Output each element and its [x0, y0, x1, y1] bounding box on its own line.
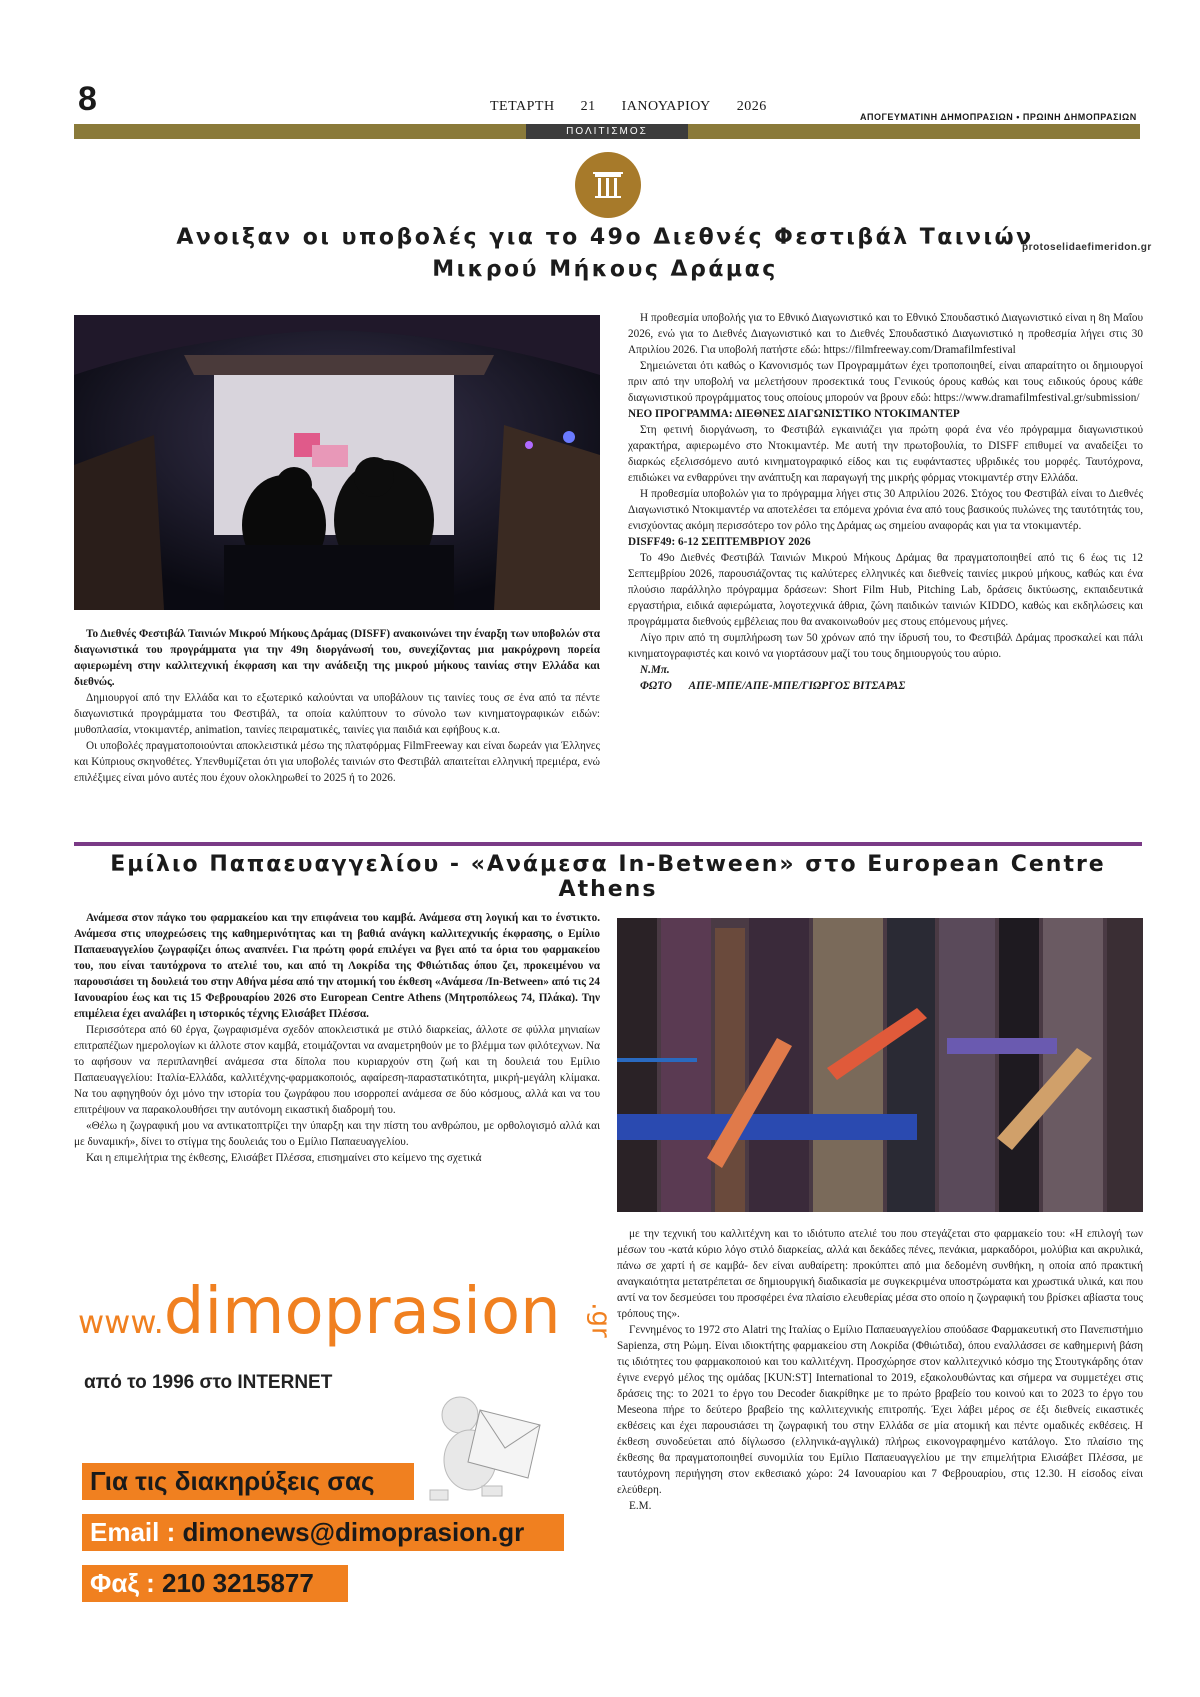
article1-paragraph: Η προθεσμία υποβολών για το πρόγραμμα λήγει στις 30 Απριλίου 2026. Στόχος του Φεστιβάλ είναι το Διεθνές Διαγωνιστικό Ντοκιμαντέρ να αποτελέσει τα επόμενα χρόνια ένα από τους βασικούς πυλώνες της ταυτότητάς του, ενισχύοντας ακόμη περισσότερο τον ρόλο της Δράμας ως σημείου αναφοράς και για τα ντοκιμαντέρ.: [628, 488, 1143, 532]
year: 2026: [736, 99, 767, 114]
ad-fax-label: Φαξ :: [90, 1568, 155, 1598]
masthead: ΑΠΟΓΕΥΜΑΤΙΝΗ ΔΗΜΟΠΡΑΣΙΩΝ • ΠΡΩΙΝΗ ΔΗΜΟΠΡΑΣΙΩΝ: [860, 112, 1137, 122]
article2-author: Ε.Μ.: [629, 1500, 652, 1512]
article1-paragraph: Οι υποβολές πραγματοποιούνται αποκλειστικά μέσω της πλατφόρμας FilmFreeway και είναι δωρεάν για Έλληνες και Κύπριους σκηνοθέτες. Υπενθυμίζεται ότι για υποβολές ταινιών στο Φεστιβάλ απαιτείται ελληνική πρεμιέρα, ενώ επιλέξιμες είναι μόνο αυτές που έχουν ολοκληρωθεί το 2025 ή το 2026.: [74, 740, 600, 784]
article1-author: Ν.Μπ.: [640, 664, 670, 676]
column-logo: [575, 152, 641, 218]
article2-paragraph: με την τεχνική του καλλιτέχνη και το ιδιότυπο ατελιέ του που στεγάζεται στο φαρμακείο του: «Η επιλογή των μέσων του -κατά κύριο λόγο στιλό διαρκείας, αλλά και δεκάδες πένες, πενάκια, μαρκαδόροι, μολύβια και ακρυλικά, πάνω σε χαρτί ή σε καμβά- δεν είναι αυθαίρετη: προκύπτει από μια δεδομένη συνθήκη, η οποία από πρακτική αναγκαιότητα μετατρέπεται σε δημιουργική διαδικασία με συγκεκριμένα υποστρώματα και χρωστικά υλικά, και που αντί να τον δεσμεύσει του προσφέρει ένα πλαίσιο ελευθερίας μέσα στο οποίο η ζωγραφική του βρίσκει αβίαστα τους τρόπους της».: [617, 1228, 1143, 1320]
festival-photo: [74, 315, 600, 610]
ad-url[interactable]: [78, 1275, 561, 1349]
article2-paragraph: Και η επιμελήτρια της έκθεσης, Ελισάβετ Πλέσσα, επισημαίνει στο κείμενο της σχετικά: [86, 1152, 482, 1164]
day: 21: [580, 99, 596, 114]
source-tag: protoselidaefimeridon.gr: [1022, 242, 1152, 253]
article1-subheading: DISFF49: 6-12 ΣΕΠΤΕΜΒΡΙΟΥ 2026: [628, 536, 811, 548]
article1-paragraph: Το 49ο Διεθνές Φεστιβάλ Ταινιών Μικρού Μήκους Δράμας θα πραγματοποιηθεί από τις 6 έως τις 12 Σεπτεμβρίου 2026, παρουσιάζοντας τις καλύτερες ελληνικές και διεθνείς ταινίες μικρού μήκους, καθώς και ένα πλούσιο παράλληλο πρόγραμμα δράσεων: Short Film Hub, Pitching Lab, δράσεις δικτύωσης, εκπαιδευτικά εργαστήρια, ειδικά αφιερώματα, λογοτεχνικά άθρια, ζώνη παιδικών ταινιών KIDDO, καθώς και εκδηλώσεις και προγράμματα διεθνούς εμβέλειας που θα ανακοινωθούν μες στους επόμενους μήνες.: [628, 552, 1143, 628]
issue-date: [490, 99, 789, 115]
article2-paragraph: Γεννημένος το 1972 στο Alatri της Ιταλίας ο Εμίλιο Παπαευαγγελίου σπούδασε Φαρμακευτική στο Πανεπιστήμιο Sapienza, στη Ρώμη. Είναι ιδιοκτήτης φαρμακείου στη Λοκρίδα (Φθιώτιδα), όπου εναλλάσσει σε καθημερινή βάση τις ιδιότητες του φαρμακοποιού και του καλλιτέχνη. Προσχώρησε στον καλλιτεχνικό κόσμο της Στουτγκάρδης όταν έγινε ενεργό μέλος της ομάδας [KUN:ST] International το 2019, εξακολουθώντας και σήμερα να συμμετέχει στις δράσεις της: το 2021 το έργο του Decoder διακρίθηκε με το πρώτο βραβείο του κοινού και το 2023 το έργο του Meseona πήρε το δεύτερο βραβείο της καλλιτεχνικής επιτροπής. Έχει λάβει μέρος σε έξι διεθνείς εικαστικές εκθέσεις και έχει παρουσιάσει τη ζωγραφική του στην Ελλάδα σε μία ατομική και πέντε ομαδικές εκθέσεις. Η έκθεση συνοδεύεται από δίγλωσσο (ελληνικά-αγγλικά) πλήρως εικονογραφημένο κατάλογο. Στο πλαίσιο της έκθεσης θα πραγματοποιηθεί συνομιλία του Εμίλιο Παπαευαγγελίου με την επιμελήτρια Ελισάβετ Πλέσσα, με ταυτόχρονη περιήγηση στον εκθεσιακό χώρο: 24 Ιανουαρίου και 7 Φεβρουαρίου, στις 12.30. Η είσοδος είναι ελεύθερη.: [617, 1324, 1143, 1496]
pillar-icon: [575, 152, 641, 218]
article1-title: Ανοιξαν οι υποβολές για το 49ο Διεθνές Φεστιβάλ Ταινιών Μικρού Μήκους Δράμας: [176, 225, 1034, 282]
article1-lead: Το Διεθνές Φεστιβάλ Ταινιών Μικρού Μήκους Δράμας (DISFF) ανακοινώνει την έναρξη των υποβολών στα διαγωνιστικά του προγράμματα για την 49η διοργάνωσή του, συνεχίζοντας μια μακρόχρονη πορεία αφιερωμένη στην καλλιτεχνική έκφραση και την ανάδειξη της μικρού μήκους ταινίας στην Ελλάδα και διεθνώς.: [74, 628, 600, 688]
article2-paragraph: Περισσότερα από 60 έργα, ζωγραφισμένα σχεδόν αποκλειστικά με στιλό διαρκείας, άλλοτε σε φύλλα μηνιαίων επιτραπέζιων ημερολογίων κι άλλοτε στον καμβά, ετοιμάζονται να αναμετρηθούν με το βλέμμα των φιλότεχνων. Να το αφήσουν να περιπλανηθεί ανάμεσα στα δίπολα που κυριαρχούν στη ζωή και τη δουλειά του Εμίλιο Παπαευαγγελίου: Ιταλία-Ελλάδα, καλλιτέχνης-φαρμακοποιός, αφαίρεση-παραστατικότητα, μικρή-μεγάλη κλίμακα. Να του αφηγηθούν όχι μόνο την ιστορία του ζωγράφου που ισορροπεί ανάμεσα σε δύο κόσμους, αλλά και να του επιτρέψουν να παρακολουθήσει την αυτόνομη εικαστική διαδρομή του.: [74, 1024, 600, 1116]
page-number: 8: [78, 80, 97, 118]
article1-column-right: [628, 310, 1143, 694]
ad-since: από το 1996 στο INTERNET: [84, 1372, 333, 1393]
ad-www: www.: [78, 1303, 164, 1341]
ad-email-value: dimonews@dimoprasion.gr: [182, 1517, 525, 1547]
ad-email-label: Email :: [90, 1517, 176, 1547]
article1-paragraph: Δημιουργοί από την Ελλάδα και το εξωτερικό καλούνται να υποβάλουν τις ταινίες τους σε ένα από τα πέντε διαγωνιστικά προγράμματα του Φεστιβάλ, τα οποία καλύπτουν το σύνολο των κινηματογραφικών ειδών: μυθοπλασία, ντοκιμαντέρ, animation, ταινίες πειραματικές, ταινίες για παιδιά και εφήβους κ.α.: [74, 692, 600, 736]
article-separator: [74, 842, 1142, 846]
article2-lead: Ανάμεσα στον πάγκο του φαρμακείου και την επιφάνεια του καμβά. Ανάμεσα στη λογική και το ένστικτο. Ανάμεσα στις υποχρεώσεις της καθημερινότητας και τη βαθιά ανάγκη καλλιτεχνικής έκφρασης, ο Εμίλιο Παπαευαγγελίου ζωγραφίζει όπως αναπνέει. Για πρώτη φορά επιλέγει να βγει από τα όρια του φαρμακείου του, που είναι ταυτόχρονα το ατελιέ του, και από τη Λοκρίδα της Φθιώτιδας όπου ζει, προκειμένου να παρουσιάσει τη δουλειά του στην Αθήνα μέσα από την ατομική του έκθεση «Ανάμεσα /In-Between» από τις 24 Ιανουαρίου έως και τις 15 Φεβρουαρίου 2026 στο European Centre Athens (Μητροπόλεως 74, Πλάκα). Την επιμέλεια έχει αναλάβει η ιστορικός τέχνης Ελισάβετ Πλέσσα.: [74, 912, 600, 1020]
article2-column-right: [617, 1226, 1143, 1514]
photo-label: ΦΩΤΟ: [640, 680, 672, 692]
ad-fax-value: 210 3215877: [162, 1568, 314, 1598]
article1-paragraph: Λίγο πριν από τη συμπλήρωση των 50 χρόνων από την ίδρυσή του, το Φεστιβάλ Δράμας προσκαλεί και πάλι κινηματογραφιστές και κοινό να γιορτάσουν μαζί του τους δημιουργούς του αύριο.: [628, 632, 1143, 660]
weekday: ΤΕΤΑΡΤΗ: [490, 99, 555, 114]
article2-paragraph: «Θέλω η ζωγραφική μου να αντικατοπτρίζει την ύπαρξη και την πίστη του ανθρώπου, με ορθολογισμό αλλά και με δυναμική», δίνει το στίγμα της δουλειάς του ο Εμίλιο Παπαευαγγελίου.: [74, 1120, 600, 1148]
article2-column-left: [74, 910, 600, 1166]
article2-title: Εμίλιο Παπαευαγγελίου - «Ανάμεσα In-Between» στο European Centre Athens: [110, 852, 1106, 902]
article1-paragraph: Στη φετινή διοργάνωση, το Φεστιβάλ εγκαινιάζει για πρώτη φορά ένα νέο πρόγραμμα διαγωνιστικού χαρακτήρα, αφιερωμένο στο Ντοκιμαντέρ. Με αυτή την πρωτοβουλία, το DISFF επιθυμεί να αναδείξει το διαρκώς εξελισσόμενο αυτό κινηματογραφικό είδος και τις ευφάνταστες υβριδικές του μορφές. Ταυτόχρονα, επιδιώκει να ενθαρρύνει την ανάπτυξη και παραγωγή της μικρής φόρμας ντοκιμαντέρ στην Ελλάδα.: [628, 424, 1143, 484]
month: ΙΑΝΟΥΑΡΙΟΥ: [621, 99, 711, 114]
section-label: ΠΟΛΙΤΙΣΜΟΣ: [526, 124, 688, 139]
article1-column-left: [74, 626, 600, 786]
mascot-envelope-icon: [420, 1390, 550, 1510]
ad-tagline: Για τις διακηρύξεις σας: [82, 1463, 414, 1500]
ad-tld: .gr: [585, 1302, 616, 1338]
article1-paragraph: Σημειώνεται ότι καθώς ο Κανονισμός των Προγραμμάτων έχει τροποποιηθεί, είναι απαραίτητο οι δημιουργοί πριν από την υποβολή να μελετήσουν προσεκτικά τους Γενικούς όρους καθώς και τους ειδικούς όρους κάθε διαγωνιστικού προγράμματος τους οποίους μπορούν να βρουν εδώ: https://www.dramafilmfestival.gr/submission/: [628, 360, 1143, 404]
ad-email[interactable]: [82, 1514, 564, 1551]
photo-credit: ΑΠΕ-ΜΠΕ/ΑΠΕ-ΜΠΕ/ΓΙΩΡΓΟΣ ΒΙΤΣΑΡΑΣ: [688, 680, 906, 692]
ad-brand: dimoprasion: [163, 1275, 561, 1349]
article1-subheading: ΝΕΟ ΠΡΟΓΡΑΜΜΑ: ΔΙΕΘΝΕΣ ΔΙΑΓΩΝΙΣΤΙΚΟ ΝΤΟΚΙΜΑΝΤΕΡ: [628, 408, 960, 420]
artwork-photo: [617, 918, 1143, 1212]
article1-paragraph: Η προθεσμία υποβολής για το Εθνικό Διαγωνιστικό και το Εθνικό Σπουδαστικό Διαγωνιστικό είναι η 8η Μαΐου 2026, ενώ για το Διεθνές Διαγωνιστικό και το Διεθνές Σπουδαστικό Διαγωνιστικό η προθεσμία λήγει στις 30 Απριλίου 2026. Για υποβολή πατήστε εδώ: https://filmfreeway.com/Dramafilmfestival: [628, 312, 1143, 356]
ad-fax: [82, 1565, 348, 1602]
